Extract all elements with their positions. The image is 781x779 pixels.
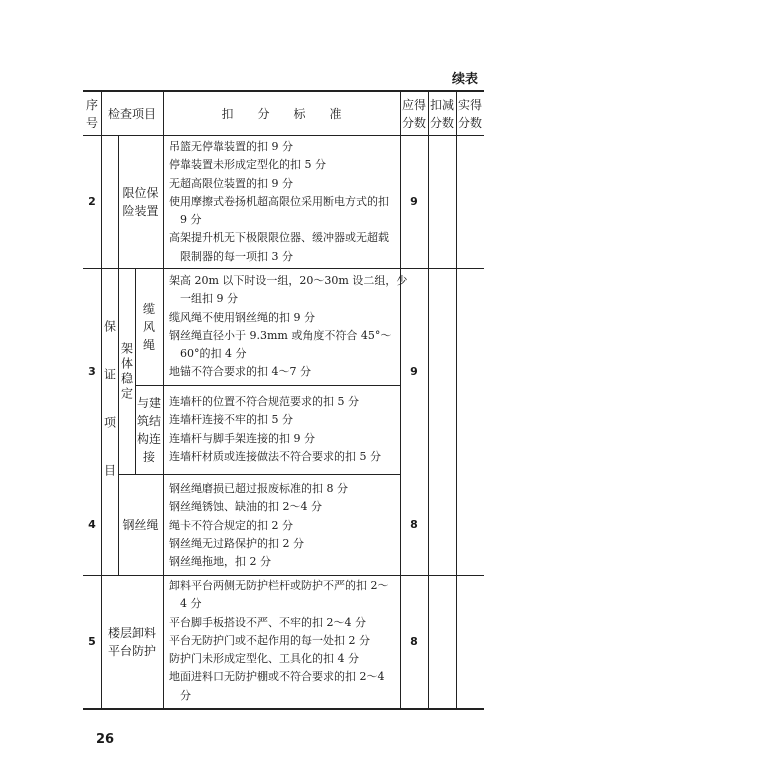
- row-2-seq: 2: [88, 195, 96, 208]
- table-caption: 续表: [452, 72, 479, 87]
- page-number: 26: [96, 732, 115, 747]
- row-3-sub-2-criteria: 连墙杆的位置不符合规范要求的扣 5 分 连墙杆连接不牢的扣 5 分 连墙杆与脚手架连接的扣 9 分 连墙杆材质或连接做法不符合要求的扣 5 分: [169, 395, 381, 463]
- header-should-score: 应得分数: [401, 97, 426, 130]
- row-4-score: 8: [410, 518, 418, 531]
- row-4-criteria: 钢丝绳磨损已超过报废标准的扣 8 分 钢丝绳锈蚀、缺油的扣 2～4 分 绳卡不符合规定的扣 2 分 钢丝绳无过路保护的扣 2 分 钢丝绳拖地，扣 2 分: [169, 482, 348, 569]
- row-2-score: 9: [410, 195, 418, 208]
- header-item: 检查项目: [107, 106, 156, 121]
- row-2-criteria: 吊篮无停靠装置的扣 9 分 停靠装置未形成定型化的扣 5 分 无超高限位装置的扣 9 分 使用摩擦式卷扬机超高限位采用断电方式的扣 9 分 高架提升机无下极限限位器、缓冲器或无超载 限制器的每一项扣 3 分: [169, 140, 389, 263]
- header-criteria: 扣 分 标 准: [221, 106, 342, 121]
- row-2-item: 限位保险装置: [122, 186, 159, 218]
- row-5-criteria: 卸料平台两侧无防护栏杆或防护不严的扣 2～ 4 分 平台脚手板搭设不严、不牢的扣 2～4 分 平台无防护门或不起作用的每一处扣 2 分 防护门未形成定型化、工具化的扣 4 分 地面进料口无防护棚或不符合要求的扣 2～4 分: [169, 579, 389, 702]
- group-label: 保证项目: [102, 320, 117, 512]
- header-deduct-score: 扣减分数: [429, 97, 454, 130]
- row-4-seq: 4: [88, 518, 96, 531]
- row-5-item: 楼层卸料平台防护: [108, 626, 157, 658]
- header-actual-score: 实得分数: [457, 97, 482, 130]
- row-3-seq: 3: [88, 365, 96, 378]
- row-5-score: 8: [410, 635, 418, 648]
- header-seq: 序号: [85, 97, 98, 130]
- row-3-sub-1-criteria: 架高 20m 以下时设一组，20～30m 设二组，少 一组扣 9 分 缆风绳不使用钢丝绳的扣 9 分 钢丝绳直径小于 9.3mm 或角度不符合 45°～ 60°的扣 4 分 地锚不符合要求的扣 4～7 分: [169, 274, 408, 379]
- row-5-seq: 5: [88, 635, 96, 648]
- row-3-sub-2-label: 与建筑结构连接: [136, 396, 161, 464]
- row-3-sub-1-label: 缆风绳: [142, 302, 155, 352]
- row-4-item: 钢丝绳: [122, 518, 159, 532]
- row-3-item: 架体稳定: [119, 342, 134, 402]
- row-3-score: 9: [410, 365, 418, 378]
